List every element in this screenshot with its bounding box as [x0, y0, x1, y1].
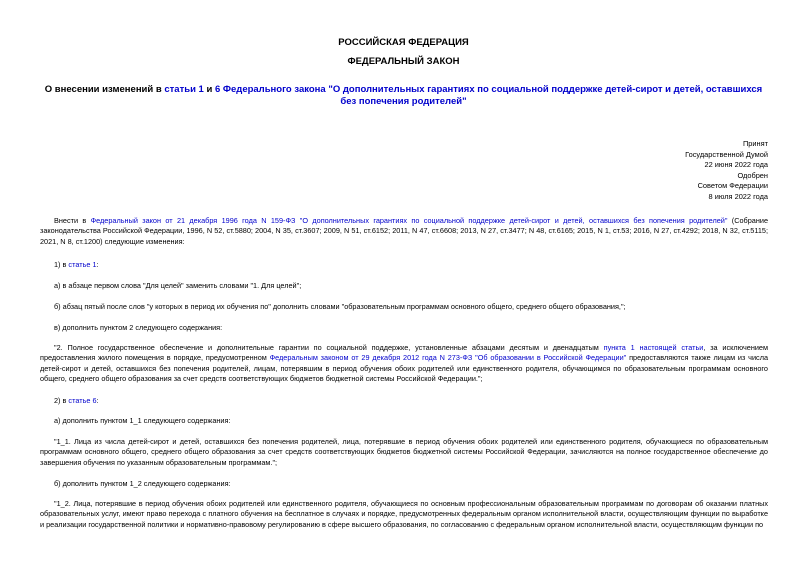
item-2-a: а) дополнить пунктом 1_1 следующего содержания: [54, 416, 231, 425]
approval-line: Одобрен [737, 170, 768, 180]
item-1-text: 1) в [54, 260, 69, 269]
title-text: О внесении изменений в [44, 84, 165, 95]
point-1-link[interactable]: пункта 1 настоящей статьи [603, 343, 704, 352]
approval-line: Советом Федерации [697, 181, 768, 191]
title-text-and: и [203, 84, 215, 95]
intro-text-rest: (Собрание законодательства Российской Федерации, 1996, N 52, ст.5880; 2004, N 35, ст.3607; 2009, N 51, ст.6152; 2011, N 47, ст.6608; 2013, N 27, ст.3477; N 48, ст.6165; 2015, N 1, ст.53; 2016, N 27, ст.4292; 2018, N 32, ст.5115; 2021, N 8, ст.1200) следующие изменения: [40, 216, 769, 246]
federal-law-159-link[interactable]: Федеральный закон от 21 декабря 1996 года N 159-ФЗ "О дополнительных гарантиях по социальной поддержке детей-сирот и детей, оставшихся без попечения родителей" [90, 216, 728, 225]
quote-point-1-2: "1_2. Лица, потерявшие в период обучения обоих родителей или единственного родителя, обучающиеся по основным профессиональным образовательным программам по договорам об оказании платных образовательных услуг, имеют право перехода с платного обучения на бесплатное в случаях и порядке, предусмотренных федеральным органом исполнительной власти, осуществляющим функции по выработке и реализации государственной политики и нормативно-правовому регулированию в сфере высшего образования, по согласованию с федеральным органом исполнительной власти, осуществляющим функции по [40, 499, 768, 529]
approval-line: 8 июля 2022 года [708, 191, 768, 201]
item-1-colon: : [96, 260, 99, 269]
item-1-c: в) дополнить пунктом 2 следующего содержания: [54, 323, 223, 332]
adoption-block [685, 139, 768, 203]
title-link-article-1[interactable]: статьи 1 [164, 84, 204, 95]
item-2 [40, 396, 768, 406]
article-6-link[interactable]: статье 6 [68, 396, 97, 405]
adoption-line: 22 июня 2022 года [704, 160, 768, 170]
item-1-a: а) в абзаце первом слова "Для целей" заменить словами "1. Для целей"; [54, 281, 302, 290]
country-heading: РОССИЙСКАЯ ФЕДЕРАЦИЯ [338, 37, 469, 48]
item-2-colon: : [96, 396, 99, 405]
quote-point-1-1: "1_1. Лица из числа детей-сирот и детей, оставшихся без попечения родителей, лица, потерявшие в период обучения обоих родителей или единственного родителя, обучающиеся по образовательным программам основного общего, среднего общего образования за счет средств соответствующих бюджетов бюджетной системы Российской Федерации, зачисляются на полное государственное обеспечение до завершения обучения по указанным образовательным программам."; [40, 437, 768, 467]
quote-2-text-mid: , за исключением предоставления жилого помещения в порядке, предусмотренном [40, 343, 768, 363]
quote-2-text: "2. Полное государственное обеспечение и дополнительные гарантии по социальной поддержке, установленные абзацами десятым и двенадцатым [54, 343, 604, 352]
law-title [40, 84, 767, 108]
document-type-heading: ФЕДЕРАЛЬНЫЙ ЗАКОН [347, 56, 460, 67]
intro-paragraph [40, 216, 768, 247]
item-2-text: 2) в [54, 396, 69, 405]
article-1-link[interactable]: статье 1 [68, 260, 97, 269]
quote-point-2 [40, 343, 768, 385]
intro-text: Внести в [54, 216, 91, 225]
adoption-line: Принят [742, 139, 768, 148]
title-link-article-6[interactable]: 6 Федерального закона "О дополнительных гарантиях по социальной поддержке детей-сирот и детей, оставшихся без попечения родителей" [214, 84, 763, 107]
item-1-b: б) абзац пятый после слов "у которых в период их обучения по" дополнить словами "образовательным программам основного общего, среднего общего образования,"; [54, 302, 626, 311]
item-2-b: б) дополнить пунктом 1_2 следующего содержания: [54, 479, 231, 488]
adoption-line: Государственной Думой [685, 149, 768, 159]
federal-law-273-link[interactable]: Федеральным законом от 29 декабря 2012 года N 273-ФЗ "Об образовании в Российской Федерации" [269, 353, 627, 363]
item-1 [40, 260, 768, 270]
quote-2-text-end: предоставляются также лицам из числа детей-сирот и детей, оставшихся без попечения родителей, лицам, потерявшим в период обучения обоих родителей или единственного родителя, обучающимся по образовательным программам основного общего, среднего общего образования за счет средств соответствующих бюджетов бюджетной системы Российской Федерации."; [40, 353, 769, 384]
